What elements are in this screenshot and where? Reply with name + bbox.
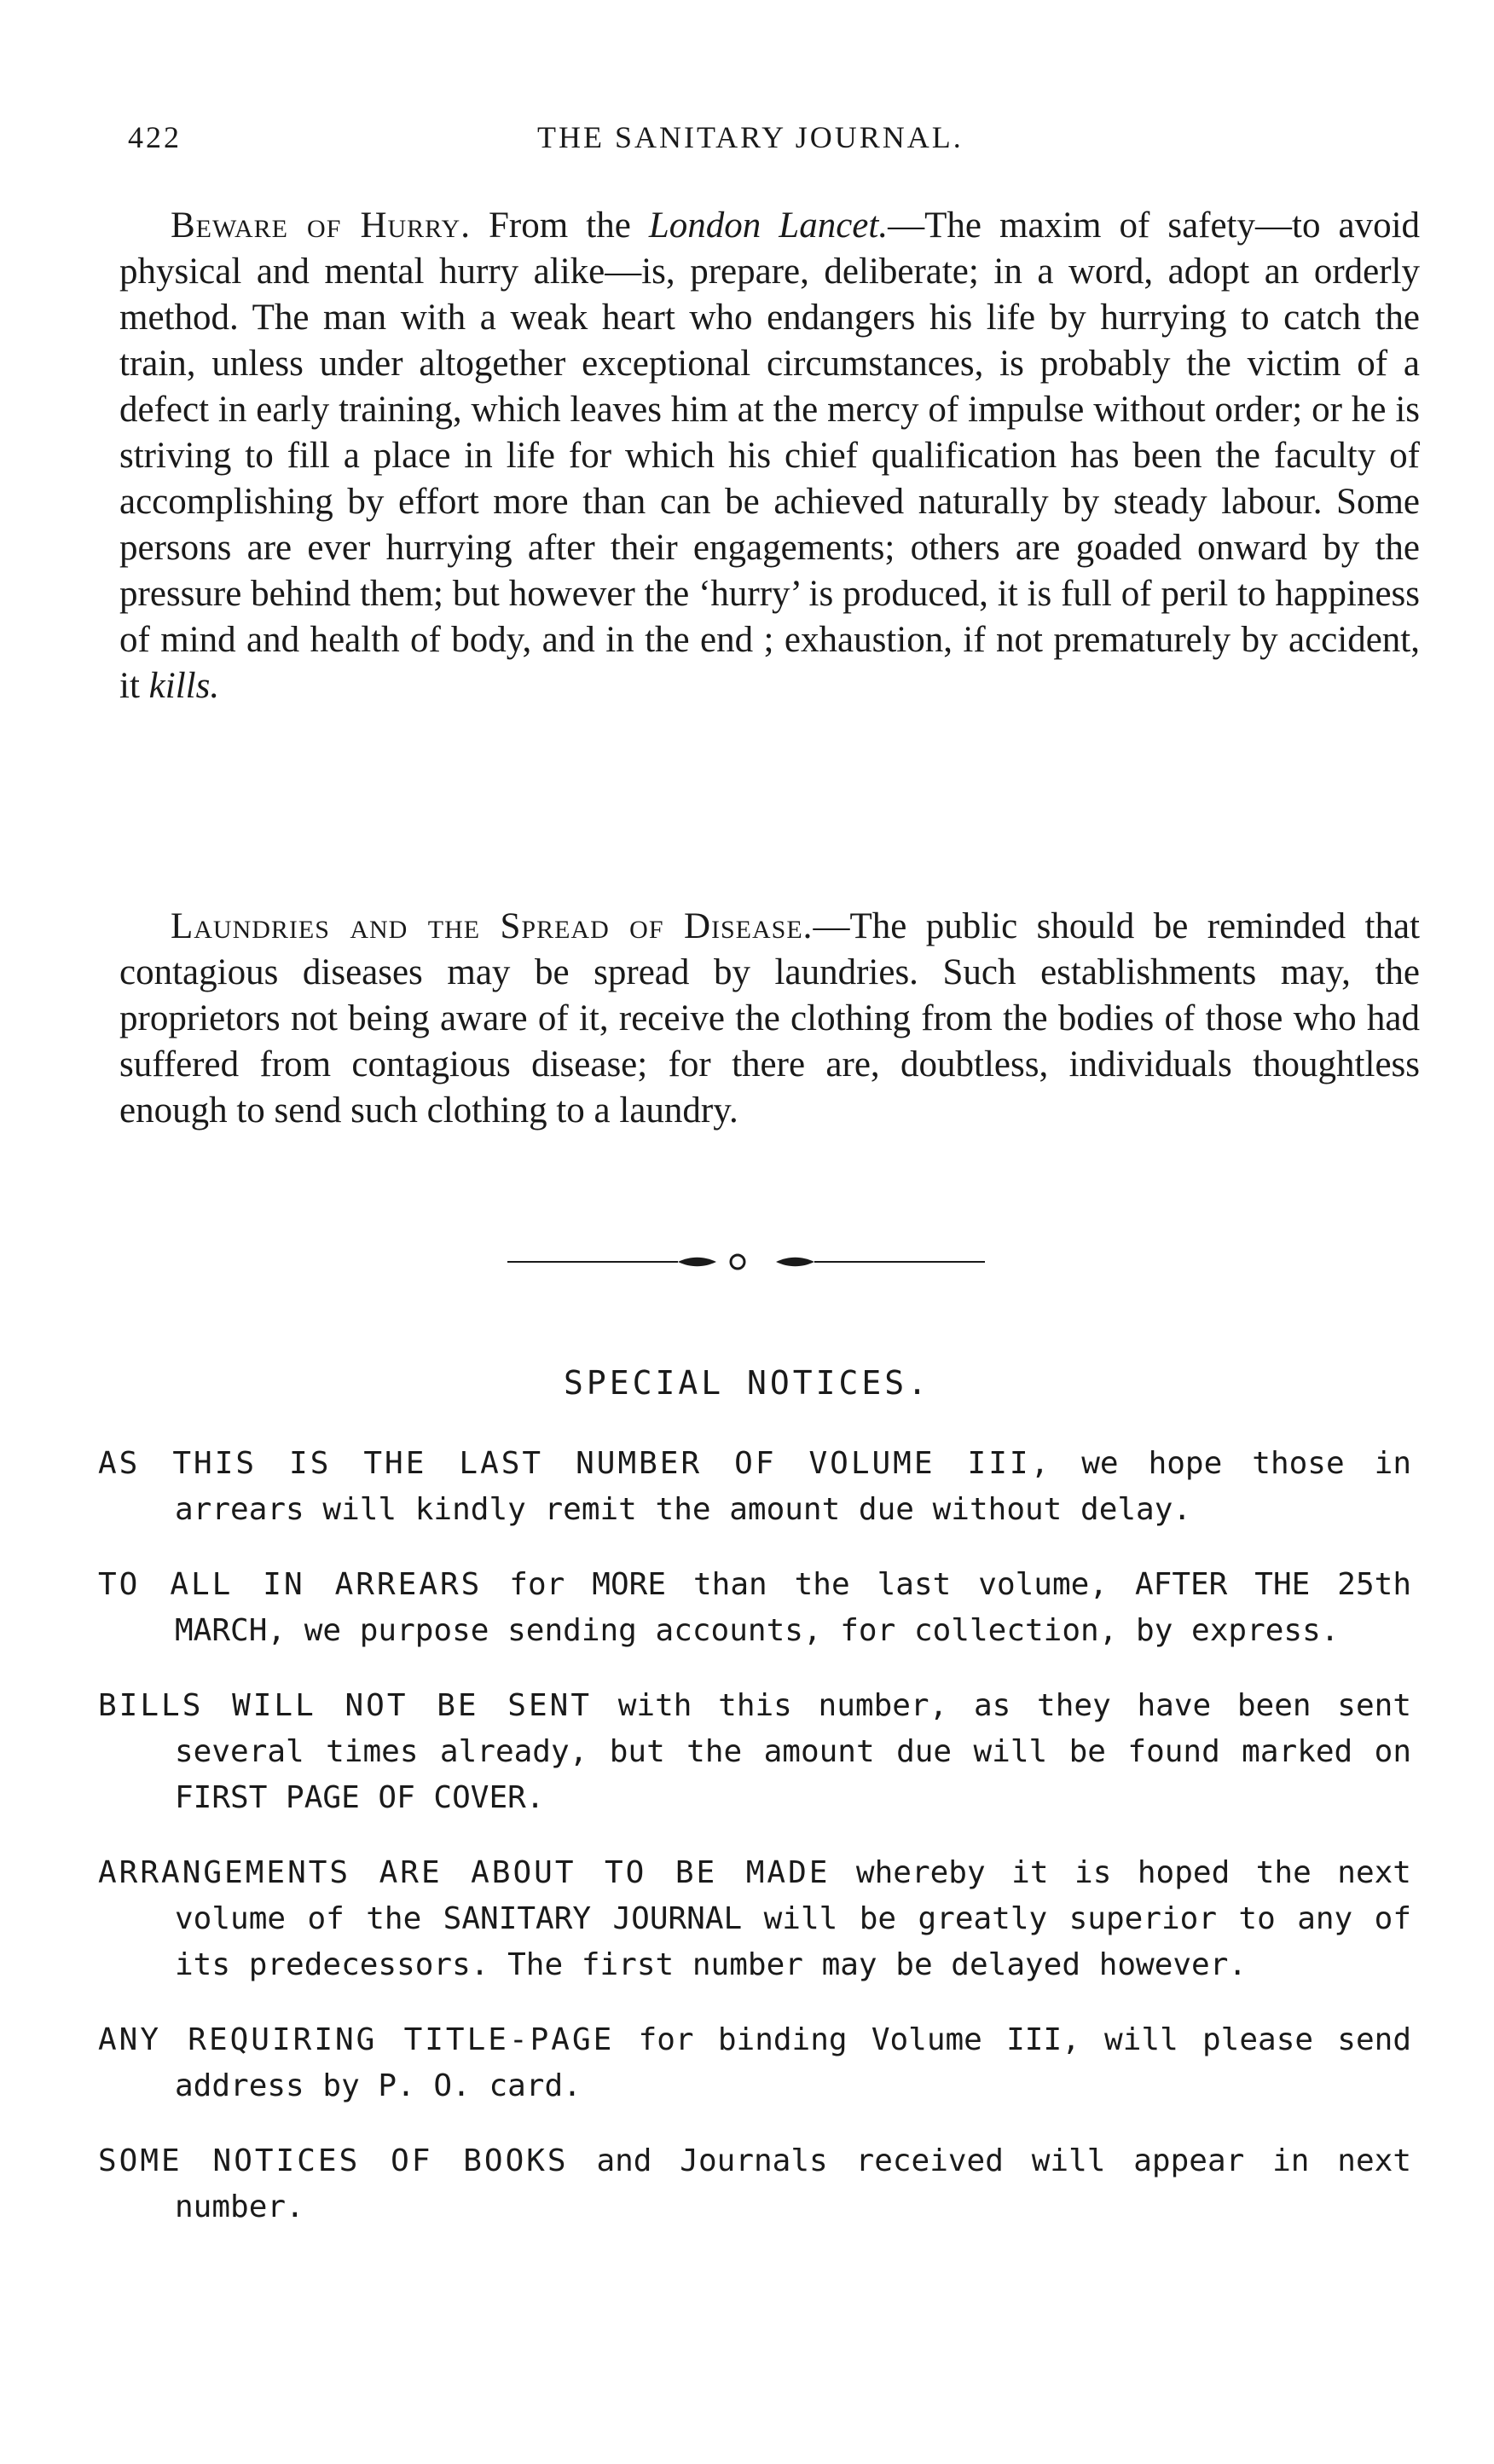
notice-item — [98, 2017, 1411, 2109]
notice-item — [98, 1441, 1411, 1533]
source-lead: From the — [489, 205, 631, 246]
notice-lead: AS THIS IS THE LAST NUMBER OF VOLUME III, — [98, 1446, 1052, 1481]
notice-text: for binding Volume III, will please send address by P. O. card. — [175, 2022, 1411, 2103]
source-title: London Lancet. — [648, 205, 889, 246]
notice-text: whereby it is hoped the next volume of the SANITARY JOURNAL will be greatly superior to any of its predecessors. The first number may be delayed however. — [175, 1855, 1411, 1982]
special-notices-list — [98, 1441, 1411, 2259]
article-laundries — [119, 904, 1420, 1134]
notice-text: with this number, as they have been sent several times already, but the amount due will be found marked on FIRST PAGE OF COVER. — [175, 1688, 1411, 1815]
running-head — [128, 119, 1424, 171]
notice-lead: ANY REQUIRING TITLE-PAGE — [98, 2022, 615, 2057]
article-heading: Beware of Hurry. — [171, 205, 471, 246]
notice-item — [98, 2138, 1411, 2230]
article-heading: Laundries and the Spread of Disease. — [171, 906, 814, 946]
notice-text: we hope those in arrears will kindly remit the amount due without delay. — [175, 1446, 1411, 1527]
notice-text: for MORE than the last volume, AFTER THE 25th MARCH, we purpose sending accounts, for collection, by express. — [175, 1567, 1411, 1648]
journal-title: THE SANITARY JOURNAL. — [537, 120, 964, 154]
notice-item — [98, 1850, 1411, 1988]
notice-lead: BILLS WILL NOT BE SENT — [98, 1688, 593, 1723]
notice-item — [98, 1683, 1411, 1821]
notice-item — [98, 1562, 1411, 1654]
notice-lead: ARRANGEMENTS ARE ABOUT TO BE MADE — [98, 1855, 831, 1890]
notice-lead: TO ALL IN ARREARS — [98, 1567, 483, 1602]
notice-lead: SOME NOTICES OF BOOKS — [98, 2143, 569, 2178]
article-emphasis: kills. — [148, 666, 220, 706]
notice-text: and Journals received will appear in next number. — [175, 2143, 1411, 2224]
article-beware-of-hurry — [119, 203, 1420, 709]
ornament-divider — [507, 1249, 985, 1275]
special-notices-title: SPECIAL NOTICES. — [563, 1364, 931, 1402]
article-body: —The public should be reminded that contagious diseases may be spread by laundries. Such establishments may, the proprietors not being aware of it, receive the clothing from the bodies of those who had suffered from contagious disease; for there are, doubtless, individuals thoughtless enough to send such clothing to a laundry. — [119, 906, 1420, 1131]
article-body: —The maxim of safety—to avoid physical and mental hurry alike—is, prepare, deliberate; in a word, adopt an orderly method. The man with a weak heart who endangers his life by hurrying to catch the train, unless under altogether exceptional circumstances, is probably the victim of a defect in early training, which leaves him at the mercy of impulse without order; or he is striving to fill a place in life for which his chief qualification has been the faculty of accomplishing by effort more than can be achieved naturally by steady labour. Some persons are ever hurrying after their engagements; others are goaded onward by the pressure behind them; but however the ‘hurry’ is produced, it is full of peril to happiness of mind and health of body, and in the end ; exhaustion, if not prematurely by accident, it — [119, 205, 1421, 706]
page-number: 422 — [128, 120, 182, 154]
